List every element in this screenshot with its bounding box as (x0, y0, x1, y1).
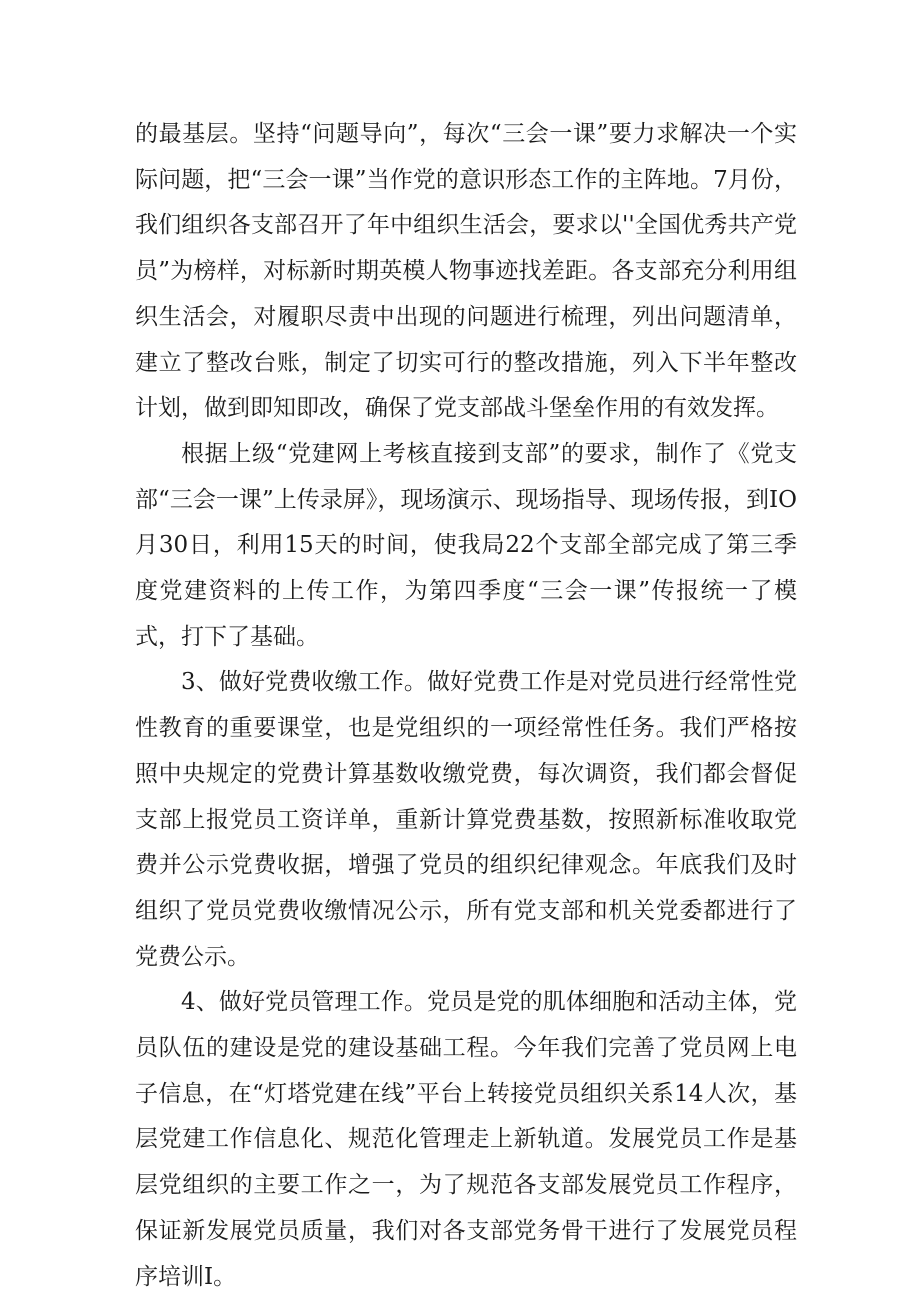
paragraph-3-party-dues: 3、做好党费收缴工作。做好党费工作是对党员进行经常性党性教育的重要课堂，也是党组织的一项经常性任务。我们严格按照中央规定的党费计算基数收缴党费，每次调资，我们都会督促支部上报党员工资详单，重新计算党费基数，按照新标准收取党费并公示党费收据，增强了党员的组织纪律观念。年底我们及时组织了党员党费收缴情况公示，所有党支部和机关党委都进行了党费公示。 (135, 669, 797, 970)
paragraph-1: 的最基层。坚持“问题导向”，每次“三会一课”要力求解决一个实际问题，把“三会一课”当作党的意识形态工作的主阵地。7月份，我们组织各支部召开了年中组织生活会，要求以''全国优秀共产党员”为榜样，对标新时期英模人物事迹找差距。各支部充分利用组织生活会，对履职尽责中出现的问题进行梳理，列出问题清单，建立了整改台账，制定了切实可行的整改措施，列入下半年整改计划，做到即知即改，确保了党支部战斗堡垒作用的有效发挥。 (135, 121, 797, 422)
paragraph-4-member-management: 4、做好党员管理工作。党员是党的肌体细胞和活动主体，党员队伍的建设是党的建设基础工程。今年我们完善了党员网上电子信息，在“灯塔党建在线”平台上转接党员组织关系14人次，基层党建工作信息化、规范化管理走上新轨道。发展党员工作是基层党组织的主要工作之一，为了规范各支部发展党员工作程序，保证新发展党员质量，我们对各支部党务骨干进行了发展党员程序培训I。 (135, 989, 797, 1290)
document-body (135, 112, 797, 1300)
paragraph-2: 根据上级“党建网上考核直接到支部”的要求，制作了《党支部“三会一课”上传录屏》，现场演示、现场指导、现场传报，到IO月30日，利用15天的时间，使我局22个支部全部完成了第三季度党建资料的上传工作，为第四季度“三会一课”传报统一了模式，打下了基础。 (135, 440, 797, 650)
